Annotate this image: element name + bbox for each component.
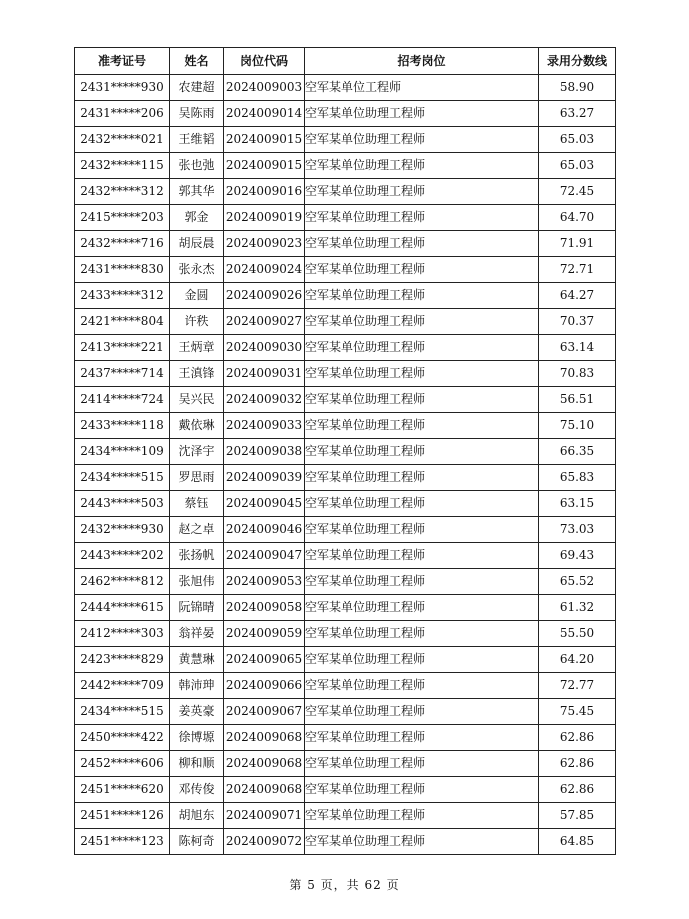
cell-exam-id: 2451*****123 [75,829,170,855]
cell-score-line: 63.27 [539,101,616,127]
cell-position-code: 2024009058 [224,595,305,621]
table-row [75,751,616,777]
cell-exam-id: 2413*****221 [75,335,170,361]
cell-position-code: 2024009032 [224,387,305,413]
table-row [75,283,616,309]
page-number: 第 5 页，共 62 页 [289,878,400,892]
cell-score-line: 57.85 [539,803,616,829]
cell-name: 吴陈雨 [170,101,224,127]
cell-exam-id: 2431*****930 [75,75,170,101]
cell-score-line: 69.43 [539,543,616,569]
cell-position: 空军某单位助理工程师 [305,231,539,257]
cell-position-code: 2024009033 [224,413,305,439]
cell-position-code: 2024009015 [224,127,305,153]
cell-score-line: 62.86 [539,751,616,777]
cell-name: 农建超 [170,75,224,101]
header-position: 招考岗位 [305,48,539,75]
cell-exam-id: 2432*****115 [75,153,170,179]
header-exam-id: 准考证号 [75,48,170,75]
table-row [75,517,616,543]
cell-name: 徐博塬 [170,725,224,751]
cell-score-line: 70.83 [539,361,616,387]
cell-exam-id: 2432*****312 [75,179,170,205]
cell-name: 张也弛 [170,153,224,179]
cell-position-code: 2024009030 [224,335,305,361]
cell-exam-id: 2412*****303 [75,621,170,647]
cell-position-code: 2024009024 [224,257,305,283]
cell-position: 空军某单位助理工程师 [305,439,539,465]
cell-score-line: 65.52 [539,569,616,595]
cell-exam-id: 2432*****930 [75,517,170,543]
cell-name: 许秩 [170,309,224,335]
cell-name: 王滇锋 [170,361,224,387]
cell-exam-id: 2434*****109 [75,439,170,465]
table-row [75,621,616,647]
cell-position-code: 2024009047 [224,543,305,569]
table-row [75,231,616,257]
table-row [75,829,616,855]
cell-position: 空军某单位助理工程师 [305,309,539,335]
cell-name: 姜英豪 [170,699,224,725]
cell-position-code: 2024009045 [224,491,305,517]
cell-name: 翁祥晏 [170,621,224,647]
cell-position-code: 2024009071 [224,803,305,829]
cell-score-line: 70.37 [539,309,616,335]
table-row [75,205,616,231]
cell-position: 空军某单位助理工程师 [305,179,539,205]
cell-exam-id: 2450*****422 [75,725,170,751]
cell-position: 空军某单位助理工程师 [305,257,539,283]
cell-score-line: 62.86 [539,725,616,751]
table-row [75,491,616,517]
cell-score-line: 63.15 [539,491,616,517]
table-row [75,361,616,387]
cell-position: 空军某单位助理工程师 [305,621,539,647]
cell-exam-id: 2423*****829 [75,647,170,673]
cell-position: 空军某单位助理工程师 [305,517,539,543]
table-row [75,569,616,595]
cell-exam-id: 2452*****606 [75,751,170,777]
cell-position-code: 2024009053 [224,569,305,595]
table-row [75,153,616,179]
cell-exam-id: 2437*****714 [75,361,170,387]
cell-name: 王炳章 [170,335,224,361]
cell-position: 空军某单位助理工程师 [305,803,539,829]
table-row [75,673,616,699]
cell-position: 空军某单位助理工程师 [305,335,539,361]
cell-position: 空军某单位助理工程师 [305,387,539,413]
cell-name: 戴依琳 [170,413,224,439]
cell-position: 空军某单位助理工程师 [305,101,539,127]
cell-name: 胡辰晨 [170,231,224,257]
cell-score-line: 64.27 [539,283,616,309]
table-row [75,101,616,127]
cell-score-line: 64.20 [539,647,616,673]
table-row [75,439,616,465]
header-position-code: 岗位代码 [224,48,305,75]
cell-position: 空军某单位助理工程师 [305,491,539,517]
table-header-row [75,48,616,75]
cell-score-line: 64.85 [539,829,616,855]
cell-name: 沈泽宇 [170,439,224,465]
cell-position: 空军某单位助理工程师 [305,543,539,569]
cell-exam-id: 2434*****515 [75,699,170,725]
cell-name: 罗思雨 [170,465,224,491]
header-score-line: 录用分数线 [539,48,616,75]
cell-position-code: 2024009031 [224,361,305,387]
cell-name: 郭金 [170,205,224,231]
cell-exam-id: 2442*****709 [75,673,170,699]
table-row [75,595,616,621]
cell-position: 空军某单位助理工程师 [305,413,539,439]
cell-score-line: 64.70 [539,205,616,231]
cell-exam-id: 2432*****716 [75,231,170,257]
cell-position-code: 2024009046 [224,517,305,543]
cell-name: 金圆 [170,283,224,309]
cell-position: 空军某单位助理工程师 [305,283,539,309]
results-table [74,47,616,855]
cell-name: 吴兴民 [170,387,224,413]
cell-score-line: 65.83 [539,465,616,491]
cell-exam-id: 2444*****615 [75,595,170,621]
cell-position: 空军某单位助理工程师 [305,829,539,855]
cell-score-line: 66.35 [539,439,616,465]
cell-name: 韩沛珅 [170,673,224,699]
cell-position: 空军某单位助理工程师 [305,647,539,673]
table-row [75,543,616,569]
cell-exam-id: 2451*****126 [75,803,170,829]
cell-exam-id: 2431*****206 [75,101,170,127]
table-row [75,413,616,439]
table-row [75,725,616,751]
cell-score-line: 61.32 [539,595,616,621]
cell-score-line: 56.51 [539,387,616,413]
cell-position-code: 2024009026 [224,283,305,309]
cell-name: 蔡钰 [170,491,224,517]
table-row [75,127,616,153]
cell-exam-id: 2432*****021 [75,127,170,153]
cell-name: 邓传俊 [170,777,224,803]
cell-score-line: 58.90 [539,75,616,101]
table-row [75,777,616,803]
cell-position: 空军某单位助理工程师 [305,751,539,777]
table-row [75,465,616,491]
cell-position-code: 2024009016 [224,179,305,205]
cell-position: 空军某单位助理工程师 [305,153,539,179]
table-row [75,647,616,673]
cell-exam-id: 2443*****202 [75,543,170,569]
cell-name: 张永杰 [170,257,224,283]
cell-name: 柳和顺 [170,751,224,777]
cell-score-line: 71.91 [539,231,616,257]
cell-name: 胡旭东 [170,803,224,829]
cell-score-line: 72.45 [539,179,616,205]
cell-name: 郭其华 [170,179,224,205]
cell-position-code: 2024009066 [224,673,305,699]
cell-position: 空军某单位助理工程师 [305,725,539,751]
cell-exam-id: 2421*****804 [75,309,170,335]
cell-score-line: 72.71 [539,257,616,283]
cell-position-code: 2024009015 [224,153,305,179]
table-row [75,257,616,283]
cell-exam-id: 2433*****312 [75,283,170,309]
cell-position-code: 2024009059 [224,621,305,647]
cell-name: 黄慧琳 [170,647,224,673]
cell-score-line: 65.03 [539,153,616,179]
cell-position: 空军某单位助理工程师 [305,569,539,595]
cell-exam-id: 2431*****830 [75,257,170,283]
cell-position-code: 2024009072 [224,829,305,855]
cell-position: 空军某单位助理工程师 [305,673,539,699]
cell-exam-id: 2434*****515 [75,465,170,491]
cell-position-code: 2024009019 [224,205,305,231]
cell-score-line: 73.03 [539,517,616,543]
cell-position-code: 2024009039 [224,465,305,491]
cell-exam-id: 2414*****724 [75,387,170,413]
table-body [75,75,616,855]
cell-name: 阮锦晴 [170,595,224,621]
cell-position: 空军某单位助理工程师 [305,465,539,491]
cell-exam-id: 2443*****503 [75,491,170,517]
table-row [75,387,616,413]
table-row [75,179,616,205]
cell-position: 空军某单位助理工程师 [305,777,539,803]
cell-position: 空军某单位助理工程师 [305,361,539,387]
cell-position: 空军某单位助理工程师 [305,127,539,153]
cell-exam-id: 2462*****812 [75,569,170,595]
cell-position-code: 2024009068 [224,725,305,751]
cell-name: 陈柯奇 [170,829,224,855]
cell-score-line: 75.45 [539,699,616,725]
cell-position-code: 2024009023 [224,231,305,257]
cell-position: 空军某单位助理工程师 [305,595,539,621]
cell-position-code: 2024009068 [224,751,305,777]
cell-score-line: 75.10 [539,413,616,439]
cell-position-code: 2024009027 [224,309,305,335]
cell-position-code: 2024009065 [224,647,305,673]
table-row [75,699,616,725]
table-row [75,335,616,361]
cell-name: 王维韬 [170,127,224,153]
table-row [75,309,616,335]
cell-position-code: 2024009014 [224,101,305,127]
cell-position-code: 2024009038 [224,439,305,465]
cell-position-code: 2024009067 [224,699,305,725]
cell-name: 张扬帆 [170,543,224,569]
cell-score-line: 55.50 [539,621,616,647]
cell-name: 张旭伟 [170,569,224,595]
cell-score-line: 63.14 [539,335,616,361]
cell-position-code: 2024009003 [224,75,305,101]
cell-score-line: 62.86 [539,777,616,803]
table-row [75,803,616,829]
cell-position-code: 2024009068 [224,777,305,803]
results-sheet [74,47,615,855]
cell-exam-id: 2451*****620 [75,777,170,803]
cell-exam-id: 2415*****203 [75,205,170,231]
table-row [75,75,616,101]
cell-position: 空军某单位助理工程师 [305,699,539,725]
cell-score-line: 72.77 [539,673,616,699]
cell-position: 空军某单位工程师 [305,75,539,101]
cell-name: 赵之卓 [170,517,224,543]
header-name: 姓名 [170,48,224,75]
cell-exam-id: 2433*****118 [75,413,170,439]
cell-score-line: 65.03 [539,127,616,153]
cell-position: 空军某单位助理工程师 [305,205,539,231]
